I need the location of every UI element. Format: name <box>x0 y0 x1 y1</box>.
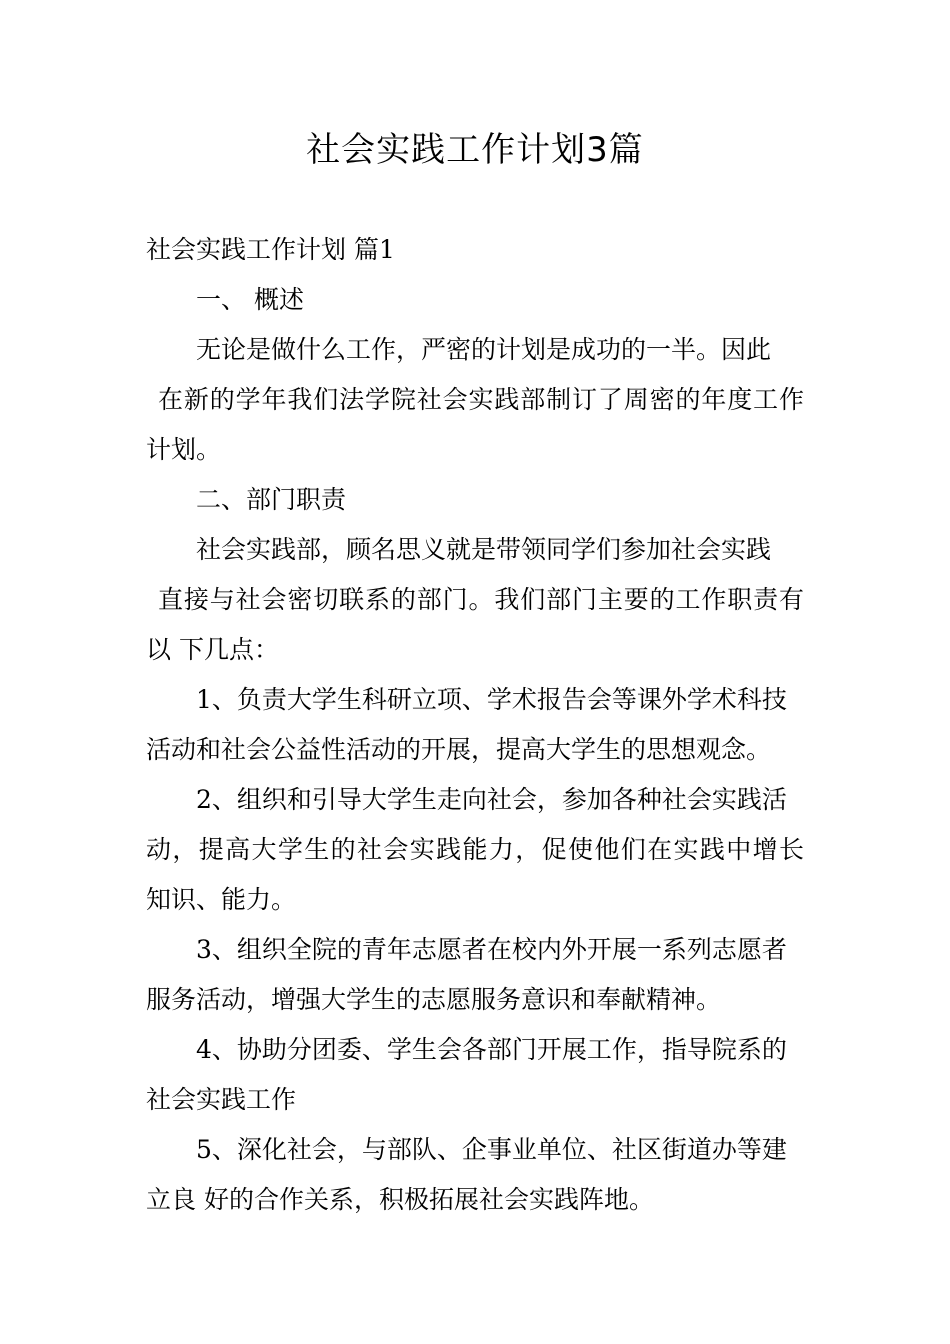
heading-overview: 一、 概述 <box>196 285 304 314</box>
paragraph-line: 社会实践部，顾名思义就是带领同学们参加社会实践 <box>196 535 772 564</box>
list-item-line: 4、协助分团委、学生会各部门开展工作，指导院系的 <box>196 1035 787 1064</box>
section-heading: 社会实践工作计划 篇1 <box>146 235 395 264</box>
paragraph-line: 无论是做什么工作，严密的计划是成功的一半。因此 <box>196 335 772 364</box>
list-item-line: 社会实践工作 <box>146 1085 297 1114</box>
list-item-line: 5、深化社会，与部队、企事业单位、社区街道办等建 <box>196 1135 787 1164</box>
list-item-line: 活动和社会公益性活动的开展，提高大学生的思想观念。 <box>146 735 772 764</box>
paragraph-line: 以 下几点： <box>146 635 279 664</box>
list-item-line: 立良 好的合作关系，积极拓展社会实践阵地。 <box>146 1185 654 1214</box>
list-item-line: 3、组织全院的青年志愿者在校内外开展一系列志愿者 <box>196 935 787 964</box>
list-item-line: 服务活动，增强大学生的志愿服务意识和奉献精神。 <box>146 985 722 1014</box>
list-item-line: 动，提高大学生的社会实践能力，促使他们在实践中增长 <box>146 835 804 864</box>
list-item-line: 1、负责大学生科研立项、学术报告会等课外学术科技 <box>196 685 787 714</box>
paragraph-line: 直接与社会密切联系的部门。我们部门主要的工作职责有 <box>158 585 804 614</box>
list-item-line: 知识、能力。 <box>146 885 297 914</box>
paragraph-line: 在新的学年我们法学院社会实践部制订了周密的年度工作 <box>158 385 804 414</box>
heading-duties: 二、部门职责 <box>196 485 347 514</box>
list-item-line: 2、组织和引导大学生走向社会，参加各种社会实践活 <box>196 785 787 814</box>
document-title: 社会实践工作计划3篇 <box>306 130 644 170</box>
paragraph-line: 计划。 <box>146 435 222 464</box>
